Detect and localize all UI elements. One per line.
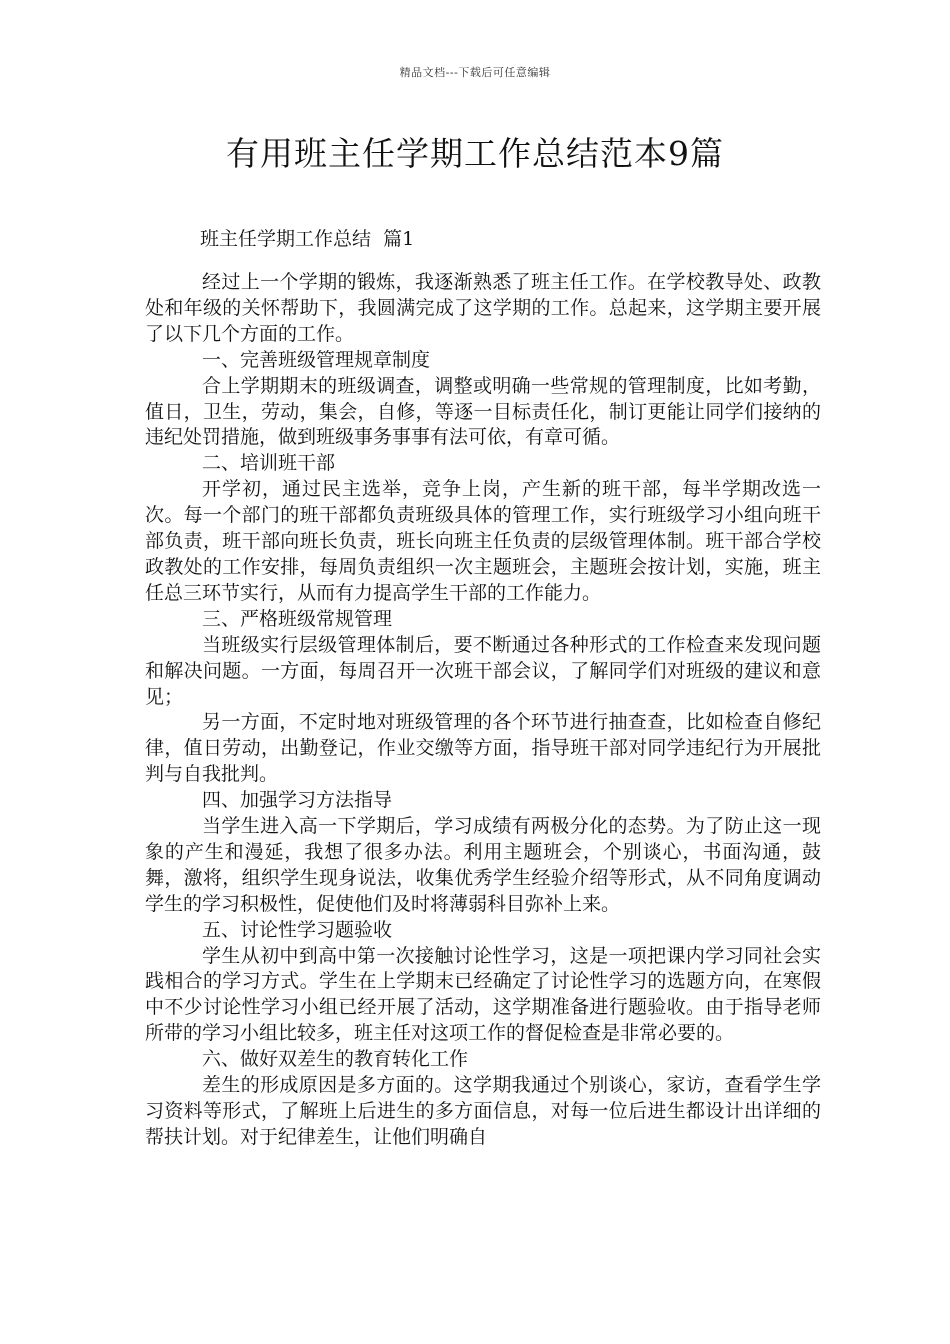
paragraph-3b: 另一方面，不定时地对班级管理的各个环节进行抽查查，比如检查自修纪律，值日劳动，出勤登记，作业交缴等方面，指导班干部对同学违纪行为开展批判与自我批判。 [145, 711, 821, 786]
document-body [145, 270, 821, 1151]
paragraph-6: 差生的形成原因是多方面的。这学期我通过个别谈心，家访，查看学生学习资料等形式，了解班上后进生的多方面信息，对每一位后进生都设计出详细的帮扶计划。对于纪律差生，让他们明确自 [145, 1074, 821, 1148]
paragraph-5: 学生从初中到高中第一次接触讨论性学习，这是一项把课内学习同社会实践相合的学习方式。学生在上学期末已经确定了讨论性学习的选题方向，在寒假中不少讨论性学习小组已经开展了活动，这学期准备进行题验收。由于指导老师所带的学习小组比较多，班主任对这项工作的督促检查是非常必要的。 [145, 944, 821, 1045]
heading-3: 三、严格班级常规管理 [202, 607, 393, 630]
heading-4: 四、加强学习方法指导 [202, 789, 393, 812]
paragraph-1: 合上学期期末的班级调查，调整或明确一些常规的管理制度，比如考勤，值日，卫生，劳动，集会，自修，等逐一目标责任化，制订更能让同学们接纳的违纪处罚措施，做到班级事务事事有法可依，有章可循。 [145, 374, 821, 449]
header-note: 精品文档---下载后可任意编辑 [399, 66, 551, 79]
paragraph-intro: 经过上一个学期的锻炼，我逐渐熟悉了班主任工作。在学校教导处、政教处和年级的关怀帮助下，我圆满完成了这学期的工作。总起来，这学期主要开展了以下几个方面的工作。 [145, 271, 821, 345]
heading-5: 五、讨论性学习题验收 [202, 918, 393, 941]
heading-6: 六、做好双差生的教育转化工作 [202, 1048, 469, 1071]
document-title: 有用班主任学期工作总结范本9篇 [226, 134, 724, 173]
paragraph-4: 当学生进入高一下学期后，学习成绩有两极分化的态势。为了防止这一现象的产生和漫延，我想了很多办法。利用主题班会，个别谈心，书面沟通，鼓舞，激将，组织学生现身说法，收集优秀学生经验介绍等形式，从不同角度调动学生的学习积极性，促使他们及时将薄弱科目弥补上来。 [145, 815, 821, 915]
heading-2: 二、培训班干部 [202, 452, 336, 475]
section-heading: 班主任学期工作总结 篇1 [200, 228, 415, 250]
paragraph-2: 开学初，通过民主选举，竞争上岗，产生新的班干部，每半学期改选一次。每一个部门的班干部都负责班级具体的管理工作，实行班级学习小组向班干部负责，班干部向班长负责，班长向班主任负责的层级管理体制。班干部合学校政教处的工作安排，每周负责组织一次主题班会，主题班会按计划，实施，班主任总三环节实行，从而有力提高学生干部的工作能力。 [145, 478, 821, 604]
paragraph-3a: 当班级实行层级管理体制后，要不断通过各种形式的工作检查来发现问题和解决问题。一方面，每周召开一次班干部会议，了解同学们对班级的建议和意见； [145, 633, 821, 708]
heading-1: 一、完善班级管理规章制度 [202, 348, 431, 371]
